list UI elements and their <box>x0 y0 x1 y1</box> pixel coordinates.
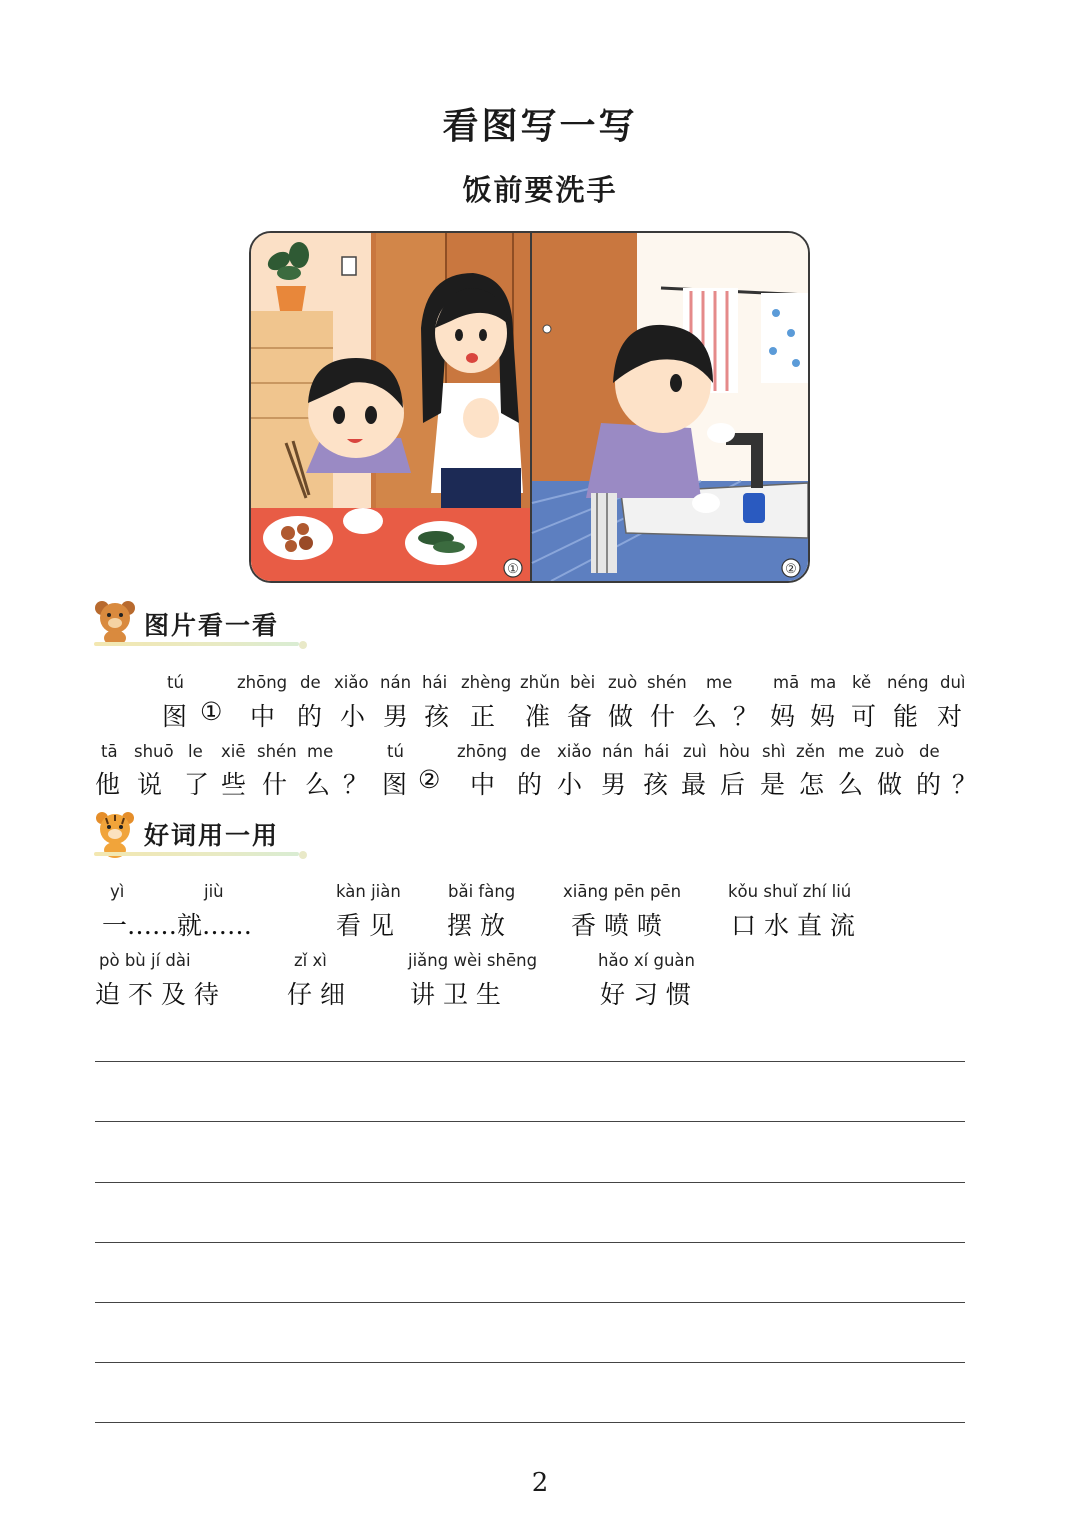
pinyin-syllable: hòu <box>719 742 751 761</box>
hanzi-character: 准 <box>525 702 551 731</box>
word-hanzi: 香 喷 喷 <box>571 911 662 940</box>
hanzi-character: 图 <box>382 770 408 799</box>
pinyin-syllable: néng <box>887 673 929 692</box>
page-title: 看图写一写 <box>442 105 638 147</box>
hanzi-character: 备 <box>567 702 593 731</box>
hanzi-character: 妈 <box>810 702 836 731</box>
panel-1-number: ① <box>507 562 519 577</box>
hanzi-character: 的 <box>517 770 543 799</box>
pinyin-syllable: kě <box>852 673 872 692</box>
word-hanzi: 迫 不 及 待 <box>95 980 219 1009</box>
pinyin-syllable: shuō <box>134 742 174 761</box>
pinyin-syllable: zěn <box>796 742 826 761</box>
header-underline-dot <box>299 641 307 649</box>
pinyin-syllable: de <box>520 742 541 761</box>
hanzi-character: 怎 <box>799 770 825 799</box>
hanzi-character: 说 <box>137 770 163 799</box>
header-underline <box>94 852 299 856</box>
hanzi-character: ② <box>418 765 441 794</box>
hanzi-character: 对 <box>937 702 963 731</box>
hanzi-character: 孩 <box>424 702 450 731</box>
hanzi-character: 的 <box>916 770 942 799</box>
hanzi-character: 妈 <box>770 702 796 731</box>
pinyin-syllable: xiē <box>221 742 246 761</box>
bear-mascot-icon <box>92 598 138 646</box>
word-pinyin: jiù <box>204 882 224 901</box>
hanzi-character: ？ <box>952 770 978 799</box>
tiger-mascot-icon <box>92 808 138 858</box>
writing-line[interactable] <box>95 1061 965 1062</box>
pinyin-syllable: zuò <box>608 673 638 692</box>
hanzi-character: 最 <box>681 770 707 799</box>
word-pinyin: hǎo xí guàn <box>598 951 696 970</box>
illustration <box>249 231 810 583</box>
hanzi-character: 能 <box>893 702 919 731</box>
pinyin-syllable: tā <box>101 742 118 761</box>
word-hanzi: 好 习 惯 <box>600 980 691 1009</box>
page-number: 2 <box>531 1468 549 1498</box>
header-underline <box>94 642 299 646</box>
pinyin-syllable: tú <box>387 742 404 761</box>
word-pinyin: pò bù jí dài <box>99 951 191 970</box>
pinyin-syllable: me <box>706 673 733 692</box>
section-header-look <box>92 598 322 662</box>
word-pinyin: yì <box>110 882 125 901</box>
hanzi-character: 什 <box>262 770 288 799</box>
word-pinyin: zǐ xì <box>294 951 327 970</box>
pinyin-syllable: de <box>300 673 321 692</box>
hanzi-character: 做 <box>608 702 634 731</box>
hanzi-character: 什 <box>650 702 676 731</box>
writing-line[interactable] <box>95 1121 965 1122</box>
hanzi-character: 的 <box>297 702 323 731</box>
word-pinyin: kǒu shuǐ zhí liú <box>728 882 852 901</box>
hanzi-character: 是 <box>760 770 786 799</box>
pinyin-syllable: hái <box>644 742 670 761</box>
hanzi-character: 后 <box>720 770 746 799</box>
writing-line[interactable] <box>95 1182 965 1183</box>
hanzi-character: 图 <box>162 702 188 731</box>
pinyin-syllable: nán <box>380 673 412 692</box>
writing-line[interactable] <box>95 1242 965 1243</box>
hanzi-character: 男 <box>383 702 409 731</box>
pinyin-syllable: duì <box>940 673 966 692</box>
pinyin-syllable: me <box>838 742 865 761</box>
word-pinyin: xiāng pēn pēn <box>563 882 682 901</box>
hanzi-character: 么 <box>305 770 331 799</box>
header-underline-dot <box>299 851 307 859</box>
hanzi-character: 中 <box>470 770 496 799</box>
pinyin-syllable: shén <box>647 673 687 692</box>
hanzi-character: 些 <box>221 770 247 799</box>
hanzi-character: 了 <box>184 770 210 799</box>
section-header-label: 图片看一看 <box>144 611 280 640</box>
hanzi-character: 他 <box>95 770 121 799</box>
panel-1 <box>251 233 530 581</box>
pinyin-syllable: shén <box>257 742 297 761</box>
word-hanzi: 仔 细 <box>287 980 345 1009</box>
writing-line[interactable] <box>95 1422 965 1423</box>
pinyin-syllable: nán <box>602 742 634 761</box>
word-hanzi: 摆 放 <box>447 911 505 940</box>
pinyin-syllable: xiǎo <box>334 673 369 692</box>
word-pinyin: jiǎng wèi shēng <box>408 951 538 970</box>
pinyin-syllable: me <box>307 742 334 761</box>
pinyin-syllable: hái <box>422 673 448 692</box>
hanzi-character: 中 <box>250 702 276 731</box>
pinyin-syllable: zhōng <box>237 673 288 692</box>
pinyin-syllable: zhōng <box>457 742 508 761</box>
pinyin-syllable: zuì <box>683 742 707 761</box>
hanzi-character: 小 <box>557 770 583 799</box>
hanzi-character: 可 <box>851 702 877 731</box>
word-pinyin: bǎi fàng <box>448 882 516 901</box>
hanzi-character: 孩 <box>643 770 669 799</box>
pinyin-syllable: tú <box>167 673 184 692</box>
pinyin-syllable: le <box>188 742 203 761</box>
pinyin-syllable: ma <box>810 673 837 692</box>
hanzi-character: 小 <box>340 702 366 731</box>
hanzi-character: ？ <box>733 702 759 731</box>
panel-2 <box>532 233 808 581</box>
hanzi-character: 么 <box>838 770 864 799</box>
section-header-words <box>92 808 322 872</box>
word-hanzi: 一……就…… <box>102 911 253 940</box>
hanzi-character: 男 <box>601 770 627 799</box>
word-hanzi: 口 水 直 流 <box>731 911 855 940</box>
pinyin-syllable: zuò <box>875 742 905 761</box>
writing-line[interactable] <box>95 1302 965 1303</box>
word-hanzi: 看 见 <box>336 911 394 940</box>
hanzi-character: ？ <box>343 770 369 799</box>
word-pinyin: kàn jiàn <box>336 882 401 901</box>
panel-2-number: ② <box>785 562 797 577</box>
writing-line[interactable] <box>95 1362 965 1363</box>
illustration-art <box>251 233 808 581</box>
pinyin-syllable: de <box>919 742 940 761</box>
pinyin-syllable: shì <box>762 742 786 761</box>
hanzi-character: 么 <box>692 702 718 731</box>
page-subtitle: 饭前要洗手 <box>462 173 618 207</box>
hanzi-character: ① <box>200 697 223 726</box>
pinyin-syllable: zhǔn <box>520 673 561 692</box>
pinyin-syllable: zhèng <box>461 673 512 692</box>
word-hanzi: 讲 卫 生 <box>410 980 501 1009</box>
section-header-label: 好词用一用 <box>144 821 280 850</box>
pinyin-syllable: xiǎo <box>557 742 592 761</box>
hanzi-character: 正 <box>470 702 496 731</box>
hanzi-character: 做 <box>877 770 903 799</box>
pinyin-syllable: bèi <box>570 673 596 692</box>
pinyin-syllable: mā <box>773 673 800 692</box>
